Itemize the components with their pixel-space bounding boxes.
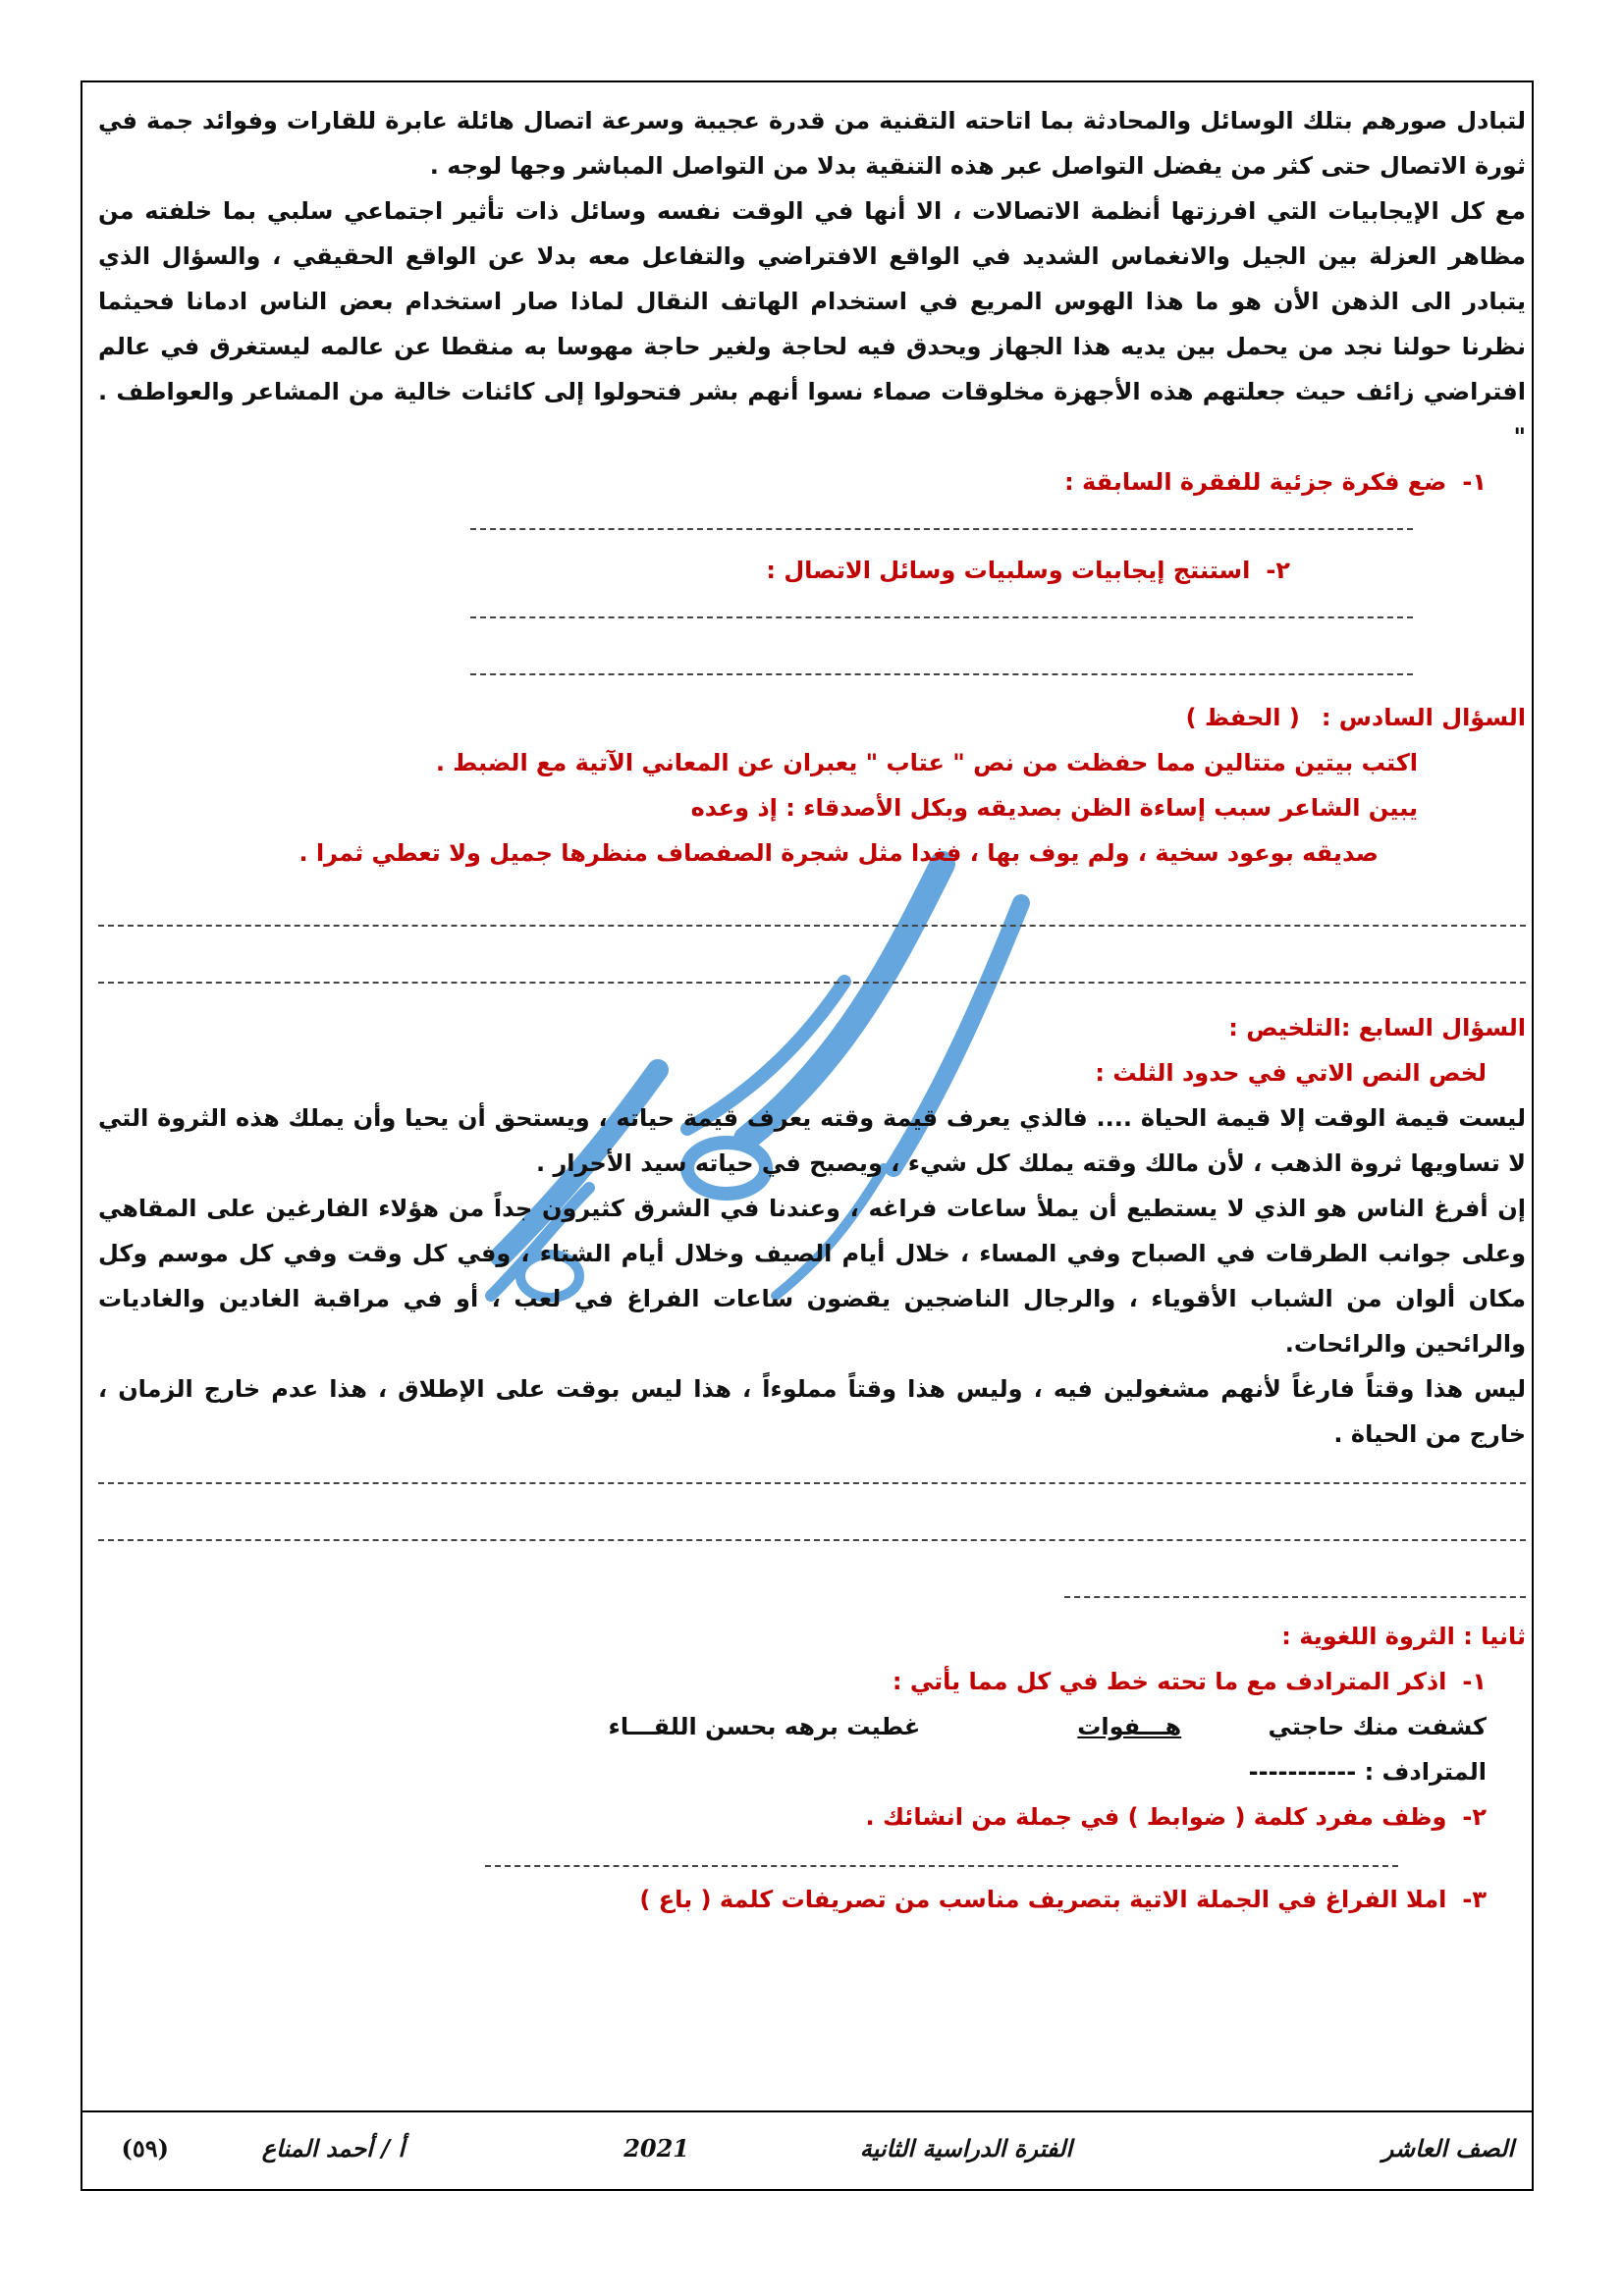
verse-line [98,1704,1487,1749]
question-6-tag: ( الحفظ ) [1185,704,1300,731]
question-text: استنتج إيجابيات وسلبيات وسائل الاتصال : [766,557,1251,584]
vocabulary-question-3: ٣-املا الفراغ في الجملة الاتية بتصريف مناسب من تصريفات كلمة ( باع ) [639,1886,1487,1913]
footer-term: الفترة الدراسية الثانية [859,2134,1072,2163]
summary-passage-paragraph: ليس هذا وقتاً فارغاً لأنهم مشغولين فيه ، وليس هذا وقتاً مملوءاً ، هذا ليس بوقت على الإطلاق ، هذا عدم خارج الزمان ، خارج من الحياة . [98,1375,1526,1448]
question-6-meaning-1: يبين الشاعر سبب إساءة الظن بصديقه وبكل الأصدقاء : إذ وعده [690,794,1418,822]
synonym-answer[interactable]: المترادف : ----------- [1248,1758,1487,1786]
question-6-title: السؤال السادس :( الحفظ ) [1185,704,1526,731]
vocabulary-question-2: ٢-وظف مفرد كلمة ( ضوابط ) في جملة من انشائك . [865,1803,1487,1831]
vocabulary-question-1: ١-اذكر المترادف مع ما تحته خط في كل مما يأتي : [892,1668,1487,1695]
reading-question-2 [98,548,1290,593]
question-6-meaning-2: صديقه بوعود سخية ، ولم يوف بها ، فغدا مثل شجرة الصفصاف منظرها جميل ولا تعطي ثمرا . [298,839,1379,867]
footer-teacher: أ / أحمد المناع [261,2134,405,2163]
passage-paragraph: لتبادل صورهم بتلك الوسائل والمحادثة بما اتاحته التقنية من قدرة عجيبة وسرعة اتصال هائلة عابرة للقارات وفوائد جمة في ثورة الاتصال حتى كثر من يفضل التواصل عبر هذه التنقية بدلا من التواصل المباشر وجها لوجه . [98,107,1526,180]
underlined-word: هـــفوات [1077,1713,1182,1740]
question-number: ١- [1462,468,1487,496]
verse-second-half: غطيت برهه بحسن اللقـــاء [608,1713,921,1740]
footer-page-number: (٥٩) [121,2134,169,2163]
passage-paragraph: مع كل الإيجابيات التي افرزتها أنظمة الاتصالات ، الا أنها في الوقت نفسه وسائل ذات تأثير اجتماعي سلبي بما خلفته من مظاهر العزلة بين الجيل والانغماس الشديد في الواقع الافتراضي والتفاعل معه بدلا عن الواقع الحقيقي ، والسؤال الذي يتبادر الى الذهن الأن هو ما هذا الهوس المريع في استخدام الهاتف النقال لماذا صار استخدام بعض الناس ادمانا فحيثما نظرنا حولنا نجد من يحمل بين يديه هذا الجهاز ويحدق فيه لحاجة ولغير حاجة مهوسا به منقطا عن عالمه ليستغرق في عالم افتراضي زائف حيث جعلتهم هذه الأجهزة مخلوقات صماء نسوا أنهم بشر فتحولوا إلى كائنات خالية من المشاعر والعواطف . " [98,197,1526,451]
footer-year: 2021 [623,2134,689,2163]
vocabulary-title: ثانيا : الثروة اللغوية : [1281,1623,1526,1650]
summary-passage-paragraph: إن أفرغ الناس هو الذي لا يستطيع أن يملأ ساعات فراغه ، وعندنا في الشرق كثيرون جداً من هؤلاء الفارغين على المقاهي وعلى جوانب الطرقات في الصباح وفي المساء ، خلال أيام الصيف وخلال أيام الشتاء ، وفي كل وقت وفي كل موسم وكل مكان ألوان من الشباب الأقوياء ، والرجال الناضجين يقضون ساعات الفراغ في لعب ، أو في مراقبة الغادين والغاديات والرائحين والرائحات. [98,1195,1526,1358]
page-footer [81,2110,1534,2191]
question-7-instruction: لخص النص الاتي في حدود الثلث : [1095,1059,1487,1087]
worksheet-content [98,98,1526,1922]
question-7-title: السؤال السابع :التلخيص : [1228,1014,1526,1041]
question-6-instruction: اكتب بيتين متتالين مما حفظت من نص " عتاب " يعبران عن المعاني الآتية مع الضبط . [435,749,1418,776]
footer-grade: الصف العاشر [1381,2134,1514,2163]
question-text: ضع فكرة جزئية للفقرة السابقة : [1064,468,1447,496]
reading-question-1 [98,459,1487,505]
summary-passage-paragraph: ليست قيمة الوقت إلا قيمة الحياة .... فالذي يعرف قيمة وقته يعرف قيمة حياته ، ويستحق أن يحيا وأن يملك هذه الثروة التي لا تساويها ثروة الذهب ، لأن مالك وقته يملك كل شيء ، ويصبح في حياته سيد الأحرار . [98,1104,1526,1177]
question-number: ٢- [1266,557,1290,584]
verse-first-half: كشفت منك حاجتي هـــفوات [1077,1713,1487,1740]
